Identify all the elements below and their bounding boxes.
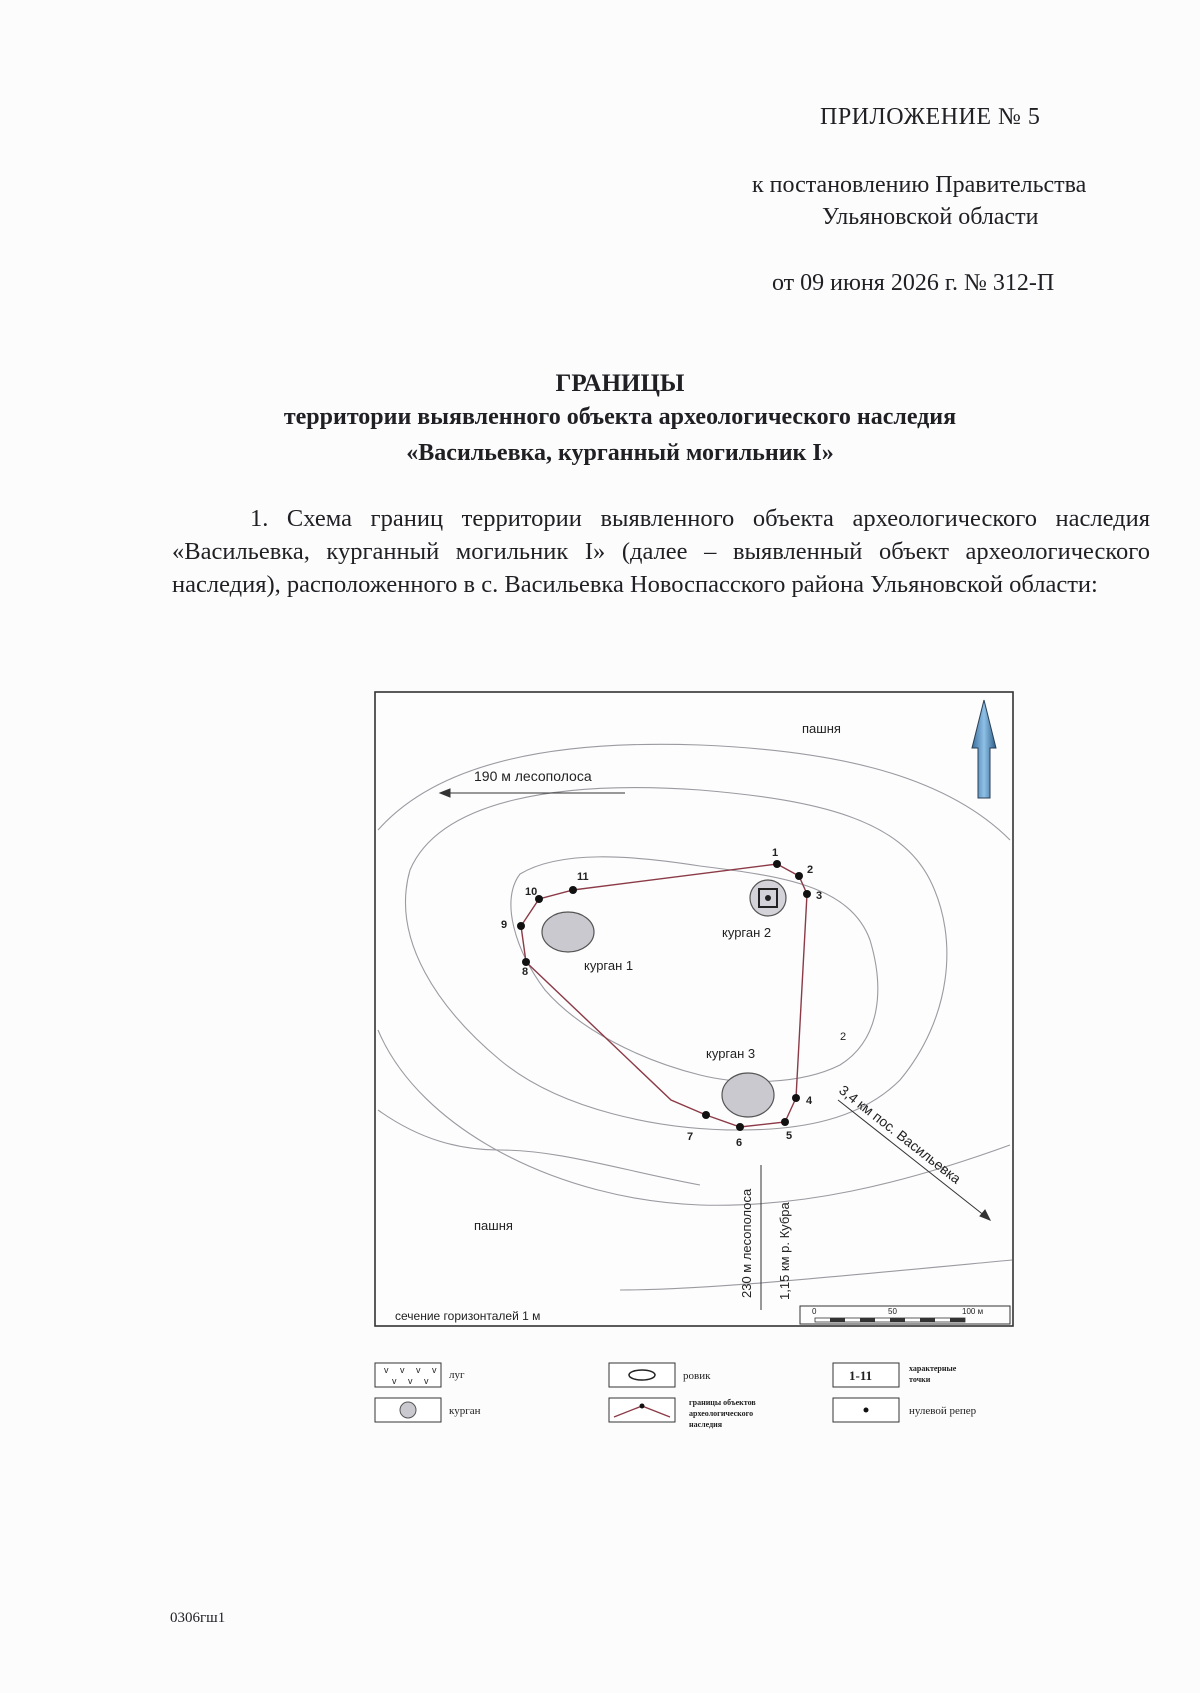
legend-points-label-1: характерные: [909, 1364, 957, 1373]
boundary-point-7: [702, 1111, 710, 1119]
benchmark-symbol-icon: [864, 1408, 869, 1413]
label-field-bottom: пашня: [474, 1218, 513, 1233]
mound-1-label: курган 1: [584, 958, 634, 973]
scale-mid: 50: [888, 1307, 897, 1316]
boundary-point-9: [517, 922, 525, 930]
boundary-point-3: [803, 890, 811, 898]
annex-reference-line-1: к постановлению Правительства: [752, 172, 1087, 198]
document-subtitle-line-1: территории выявленного объекта археологического наследия: [283, 404, 957, 430]
annex-reference-line-2: Ульяновской области: [822, 204, 1039, 230]
annex-date-line: от 09 июня 2026 г. № 312-П: [772, 270, 1055, 296]
svg-text:v: v: [432, 1365, 437, 1375]
svg-text:v: v: [416, 1365, 421, 1375]
svg-text:v: v: [384, 1365, 389, 1375]
point-label-7: 7: [687, 1131, 694, 1143]
mound-symbol-icon: [400, 1402, 416, 1418]
annex-number: ПРИЛОЖЕНИЕ № 5: [820, 104, 1041, 130]
legend-boundary: [609, 1398, 756, 1429]
label-forest-south: 230 м лесополоса: [739, 1188, 754, 1298]
legend-mound: [375, 1398, 481, 1422]
mound-1-shape: [542, 912, 594, 952]
legend-mound-label: курган: [449, 1405, 481, 1417]
legend-ditch-label: ровик: [683, 1370, 711, 1382]
body-paragraph: 1. Схема границ территории выявленного объекта археологического наследия «Васильевка, курганный могильник I» (далее – выявленный объект археологического наследия), расположенного в с. Васильевка Новоспасского района Ульяновской области:: [172, 505, 1150, 598]
svg-text:v: v: [392, 1376, 397, 1386]
contour-value: 2: [840, 1031, 847, 1043]
map-frame: [375, 692, 1013, 1326]
boundary-point-4: [792, 1094, 800, 1102]
legend-points: [833, 1363, 957, 1387]
legend-boundary-label-3: наследия: [689, 1420, 723, 1429]
legend-ditch: [609, 1363, 711, 1387]
mound-3-shape: [722, 1073, 774, 1117]
label-village: 3,4 км пос. Васильевка: [836, 1081, 965, 1187]
boundary-point-5: [781, 1118, 789, 1126]
svg-text:v: v: [400, 1365, 405, 1375]
point-label-2: 2: [807, 864, 814, 876]
scale-zero: 0: [812, 1307, 817, 1316]
boundary-point-1: [773, 860, 781, 868]
mound-2-label: курган 2: [722, 925, 772, 940]
point-label-11: 11: [577, 871, 589, 883]
boundary-point-2: [795, 872, 803, 880]
legend-boundary-label-1: границы объектов: [689, 1398, 756, 1407]
document-subtitle-line-2: «Васильевка, курганный могильник I»: [406, 440, 834, 466]
point-label-1: 1: [772, 847, 779, 859]
point-label-10: 10: [525, 886, 538, 898]
boundary-point-6: [736, 1123, 744, 1131]
legend-meadow-label: луг: [449, 1369, 465, 1381]
ditch-symbol-icon: [629, 1370, 655, 1380]
label-field-top: пашня: [802, 721, 841, 736]
label-forest-west: 190 м лесополоса: [474, 768, 592, 784]
point-label-5: 5: [786, 1130, 793, 1142]
legend-points-code: 1-11: [849, 1368, 873, 1383]
svg-text:v: v: [408, 1376, 413, 1386]
svg-text:v: v: [424, 1376, 429, 1386]
contour-note: сечение горизонталей 1 м: [395, 1309, 541, 1323]
point-label-6: 6: [736, 1137, 743, 1149]
legend-meadow: [375, 1363, 465, 1387]
point-label-9: 9: [501, 919, 508, 931]
boundary-point-8: [522, 958, 530, 966]
legend-benchmark-label: нулевой репер: [909, 1405, 977, 1417]
legend-points-label-2: точки: [909, 1375, 931, 1384]
scale-end: 100 м: [962, 1307, 984, 1316]
mound-2-shape: [750, 880, 786, 916]
legend-benchmark: [833, 1398, 977, 1422]
document-code: 0306гш1: [170, 1610, 226, 1626]
document-title: ГРАНИЦЫ: [555, 370, 685, 397]
legend: [375, 1363, 977, 1429]
point-label-8: 8: [522, 966, 529, 978]
label-river: 1,15 км р. Кубра: [777, 1202, 792, 1300]
mound-3-label: курган 3: [706, 1046, 756, 1061]
legend-boundary-label-2: археологического: [689, 1409, 754, 1418]
point-label-4: 4: [806, 1095, 813, 1107]
boundary-point-11: [569, 886, 577, 894]
point-label-3: 3: [816, 890, 823, 902]
